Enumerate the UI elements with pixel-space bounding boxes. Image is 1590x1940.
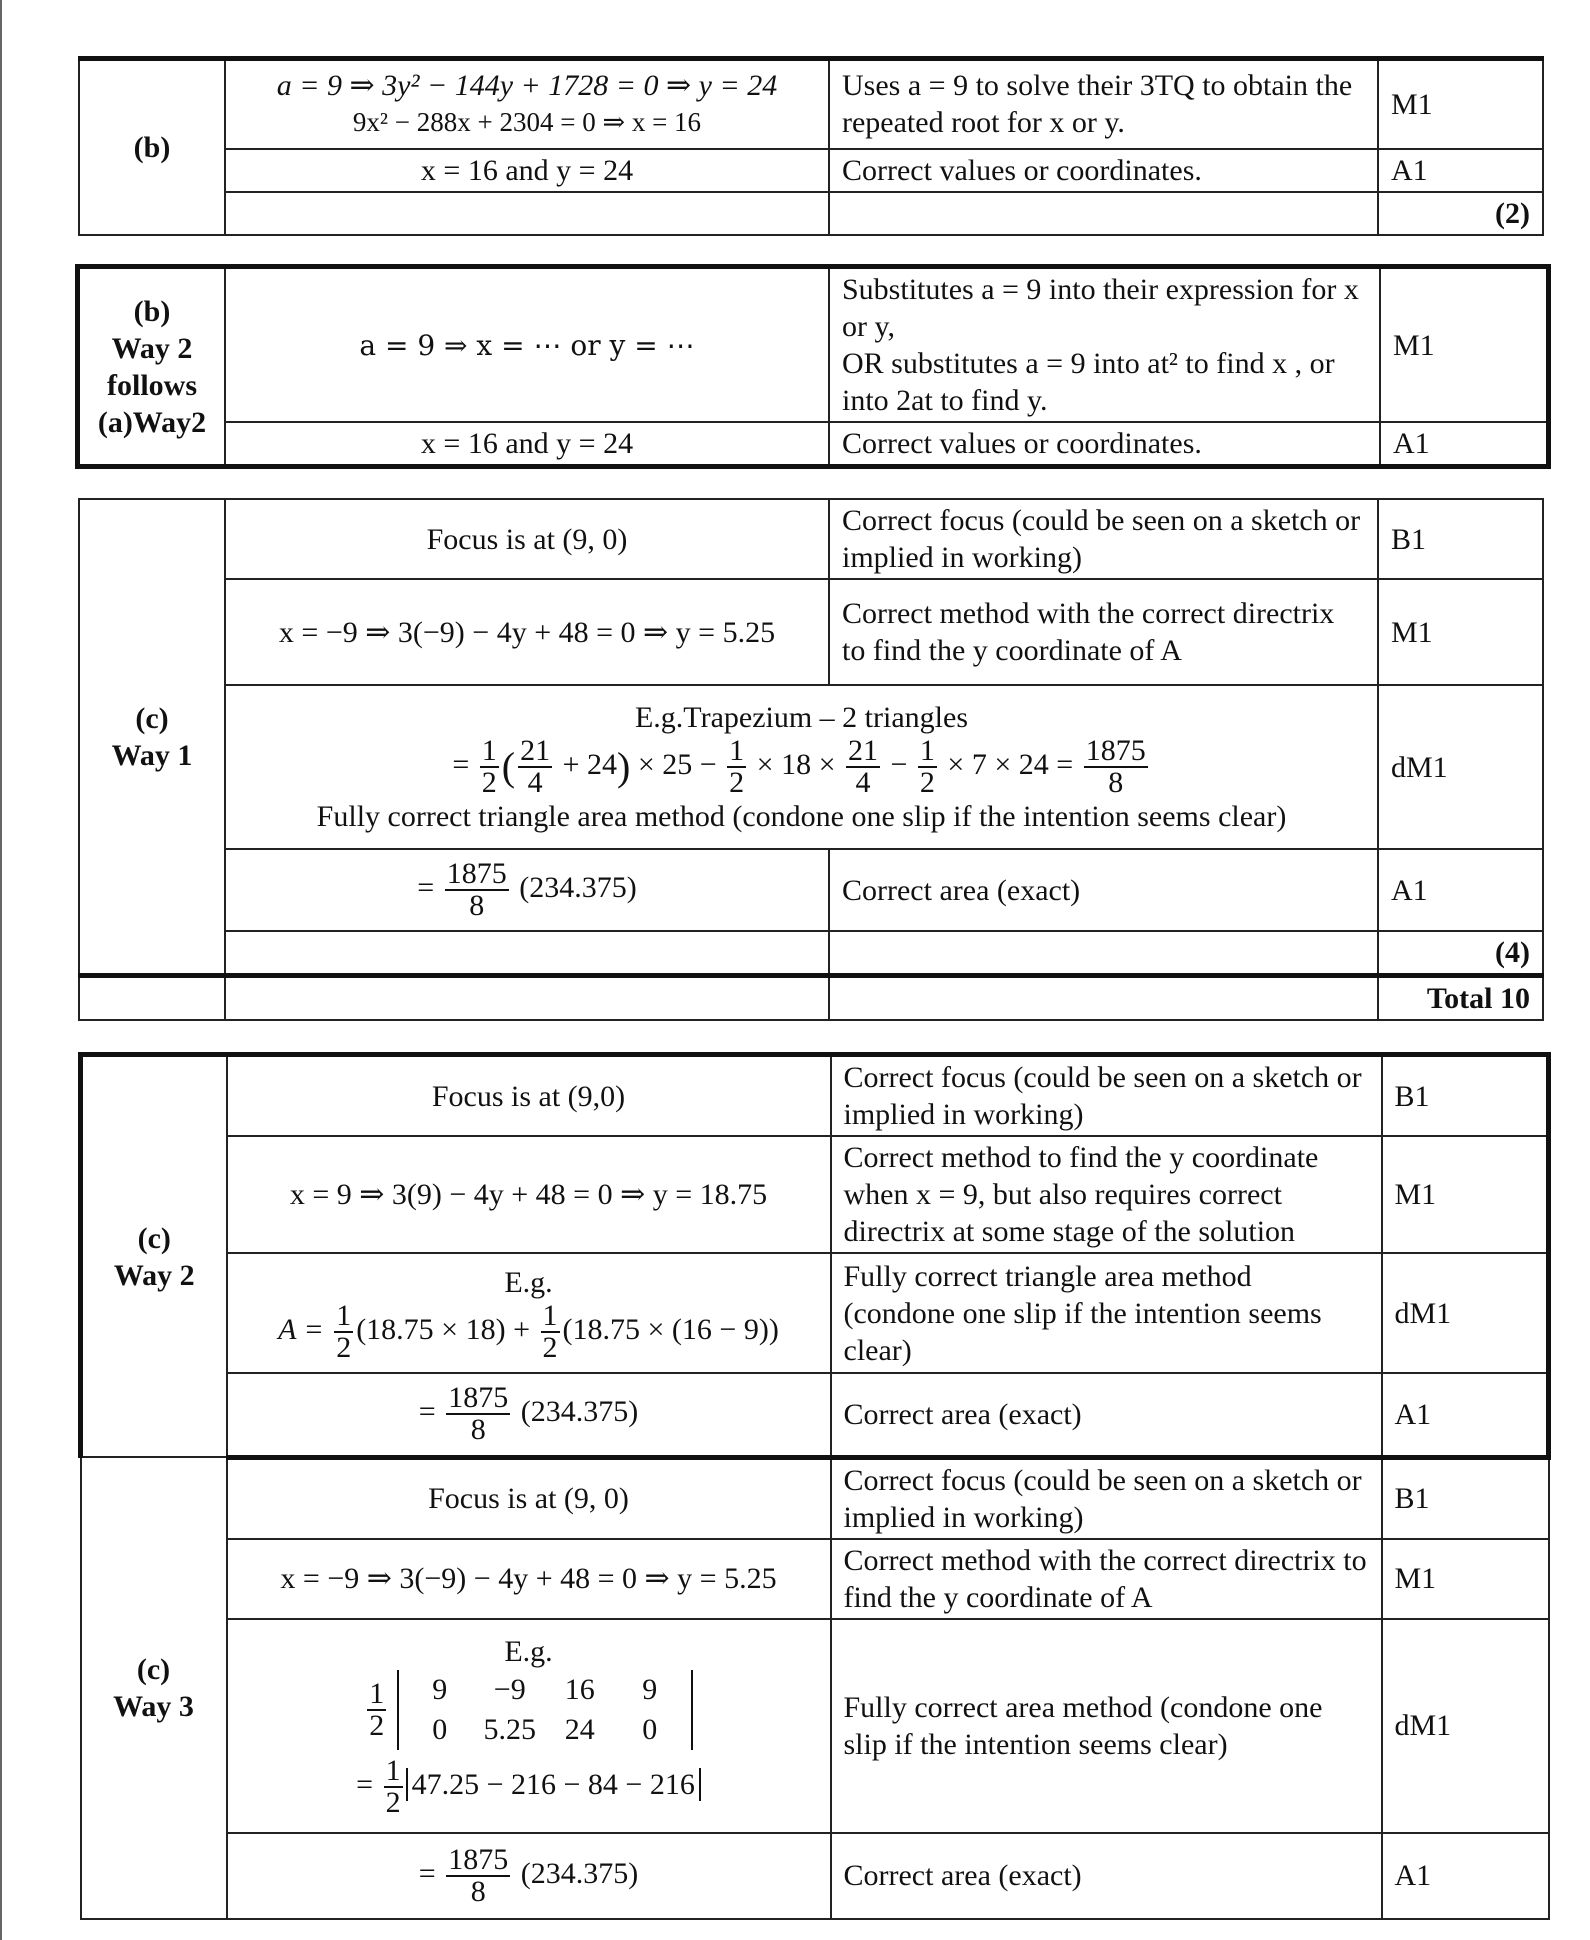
coordinate-matrix: 9 −9 16 9 0 5.25 24 0	[397, 1670, 693, 1750]
trapezium-equation: = $\frac{1}{2}$ ( $\frac{21}{4}$ + 24) × 25 − $\frac{1}{2}$ × 18 × $\frac{21}{4}$ − $\frac{1}{2}$ × 7 × 24 = $\frac{1875}{8}$	[452, 734, 1146, 799]
decimal-value: (234.375)	[519, 870, 637, 904]
fraction: $\frac{1875}{8}$	[1085, 734, 1146, 799]
question-label-line: follows	[107, 368, 197, 402]
fraction: $\frac{1}{2}$	[385, 1754, 401, 1819]
working-cell: x = 9 ⇒ 3(9) − 4y + 48 = 0 ⇒ y = 18.75	[227, 1136, 831, 1253]
working-cell: Focus is at (9, 0)	[225, 499, 829, 579]
mark-cell: M1	[1382, 1539, 1549, 1619]
fraction: $\frac{1}{2}$	[336, 1298, 352, 1364]
notes-cell: Fully correct triangle area method (condone one slip if the intention seems clear)	[831, 1253, 1382, 1373]
working-cell: x = 16 and y = 24	[225, 422, 829, 465]
question-label-line: Way 2	[113, 1258, 195, 1292]
question-label-line: Way 3	[113, 1689, 194, 1723]
mark-cell: M1	[1382, 1136, 1549, 1253]
fraction: $\frac{1}{2}$	[369, 1677, 385, 1742]
mark-cell: dM1	[1378, 685, 1543, 849]
working-line: 9x² − 288x + 2304 = 0 ⇒ x = 16	[352, 107, 702, 138]
question-label	[79, 268, 225, 465]
equals-sign: =	[452, 747, 470, 781]
eg-label: E.g.	[504, 1265, 553, 1299]
notes-cell: Correct area (exact)	[831, 1833, 1382, 1919]
fraction: $\frac{1875}{8}$	[448, 1381, 509, 1447]
mark-cell: M1	[1378, 579, 1543, 685]
working-cell	[225, 59, 829, 149]
mark-cell: B1	[1382, 1055, 1549, 1137]
fraction: $\frac{1}{2}$	[729, 734, 745, 799]
mark-cell: B1	[1382, 1457, 1549, 1539]
subtotal-cell: (4)	[1378, 931, 1543, 976]
decimal-value: (234.375)	[520, 1395, 639, 1429]
notes-cell: Correct focus (could be seen on a sketch or implied in working)	[829, 499, 1378, 579]
decimal-value: (234.375)	[520, 1856, 639, 1890]
fraction: $\frac{1875}{8}$	[448, 1842, 509, 1908]
notes-cell: Fully correct area method (condone one slip if the intention seems clear)	[831, 1619, 1382, 1833]
total-cell: Total 10	[1378, 976, 1543, 1021]
question-label-line: (c)	[135, 701, 169, 735]
notes-cell: Uses a = 9 to solve their 3TQ to obtain the repeated root for x or y.	[829, 59, 1378, 149]
question-label-line: (a)Way2	[97, 405, 207, 439]
page-left-edge	[0, 0, 2, 1940]
eg-label: E.g.	[504, 1635, 553, 1668]
notes-cell: Correct focus (could be seen on a sketch or implied in working)	[831, 1457, 1382, 1539]
fraction: $\frac{1875}{8}$	[446, 857, 507, 922]
fraction: $\frac{1}{2}$	[542, 1298, 558, 1364]
notes-cell: Correct area (exact)	[829, 849, 1378, 931]
notes-cell: Correct values or coordinates.	[829, 422, 1380, 465]
working-cell: Focus is at (9,0)	[227, 1055, 831, 1137]
notes-line: Substitutes a = 9 into their expression for x or y,	[842, 273, 1359, 343]
question-label-line: Way 2	[111, 331, 193, 365]
method-heading: E.g.Trapezium – 2 triangles	[634, 701, 968, 734]
table-part-b	[78, 56, 1544, 236]
notes-cell: Correct method to find the y coordinate when x = 9, but also requires correct directrix at some stage of the solution	[831, 1136, 1382, 1253]
mark-cell: A1	[1378, 849, 1543, 931]
working-cell: x = 16 and y = 24	[225, 149, 829, 192]
question-label-line: (c)	[136, 1652, 171, 1686]
fraction: $\frac{21}{4}$	[848, 734, 878, 799]
mark-cell: M1	[1380, 268, 1547, 422]
notes-cell	[829, 268, 1380, 422]
working-cell: = $\frac{1875}{8}$ (234.375)	[227, 1833, 831, 1919]
mark-cell: A1	[1380, 422, 1547, 465]
empty-cell	[79, 976, 225, 1021]
notes-cell: Correct area (exact)	[831, 1373, 1382, 1457]
working-cell: a = 9 ⇒ x = ⋯ or y = ⋯	[225, 268, 829, 422]
question-label	[81, 1055, 227, 1458]
table-part-c-ways-2-3	[78, 1052, 1551, 1920]
mark-cell: dM1	[1382, 1253, 1549, 1373]
empty-cell	[225, 931, 829, 976]
question-label	[79, 499, 225, 976]
mark-cell: A1	[1378, 149, 1543, 192]
working-cell: = $\frac{1875}{8}$ (234.375)	[227, 1373, 831, 1457]
mark-cell: A1	[1382, 1833, 1549, 1919]
working-cell: x = −9 ⇒ 3(−9) − 4y + 48 = 0 ⇒ y = 5.25	[225, 579, 829, 685]
mark-cell: dM1	[1382, 1619, 1549, 1833]
working-cell: = $\frac{1875}{8}$ (234.375)	[225, 849, 829, 931]
question-label-line: Way 1	[111, 738, 193, 772]
table-part-c-way-1	[78, 498, 1544, 1021]
shoelace-matrix	[240, 1670, 818, 1750]
working-cell: x = −9 ⇒ 3(−9) − 4y + 48 = 0 ⇒ y = 5.25	[227, 1539, 831, 1619]
question-label-line: (c)	[137, 1221, 171, 1255]
notes-cell: Correct method with the correct directrix to find the y coordinate of A	[831, 1539, 1382, 1619]
fraction: $\frac{1}{2}$	[481, 734, 497, 799]
notes-cell: Correct values or coordinates.	[829, 149, 1378, 192]
empty-cell	[829, 192, 1378, 235]
mark-cell: M1	[1378, 59, 1543, 149]
empty-cell	[829, 931, 1378, 976]
question-label: (b)	[79, 59, 225, 235]
absolute-value: 47.25 − 216 − 84 − 216	[406, 1768, 701, 1801]
working-cell	[227, 1253, 831, 1373]
fraction: $\frac{21}{4}$	[520, 734, 551, 799]
mark-cell: A1	[1382, 1373, 1549, 1457]
working-line: a = 9 ⇒ 3y² − 144y + 1728 = 0 ⇒ y = 24	[276, 69, 778, 103]
shoelace-result: = $\frac{1}{2}$ 47.25 − 216 − 84 − 216	[240, 1756, 818, 1818]
empty-cell	[225, 192, 829, 235]
question-label-line: (b)	[133, 294, 171, 328]
subtotal-cell: (2)	[1378, 192, 1543, 235]
notes-cell: Correct method with the correct directrix to find the y coordinate of A	[829, 579, 1378, 685]
method-note: Fully correct triangle area method (condone one slip if the intention seems clear)	[316, 800, 1287, 833]
working-cell: Focus is at (9, 0)	[227, 1457, 831, 1539]
question-label	[81, 1457, 227, 1919]
triangle-area-equation: A = $\frac{1}{2}$ (18.75 × 18) + $\frac{1}{2}$ (18.75 × (16 − 9))	[278, 1298, 779, 1364]
fraction: $\frac{1}{2}$	[919, 734, 935, 799]
notes-cell: Correct focus (could be seen on a sketch or implied in working)	[831, 1055, 1382, 1137]
empty-cell	[829, 976, 1378, 1021]
empty-cell	[225, 976, 829, 1021]
working-cell-wide	[225, 685, 1378, 849]
notes-line: OR substitutes a = 9 into at² to find x , or into 2at to find y.	[842, 347, 1335, 417]
working-cell	[227, 1619, 831, 1833]
table-part-b-way-2	[78, 267, 1548, 466]
mark-cell: B1	[1378, 499, 1543, 579]
